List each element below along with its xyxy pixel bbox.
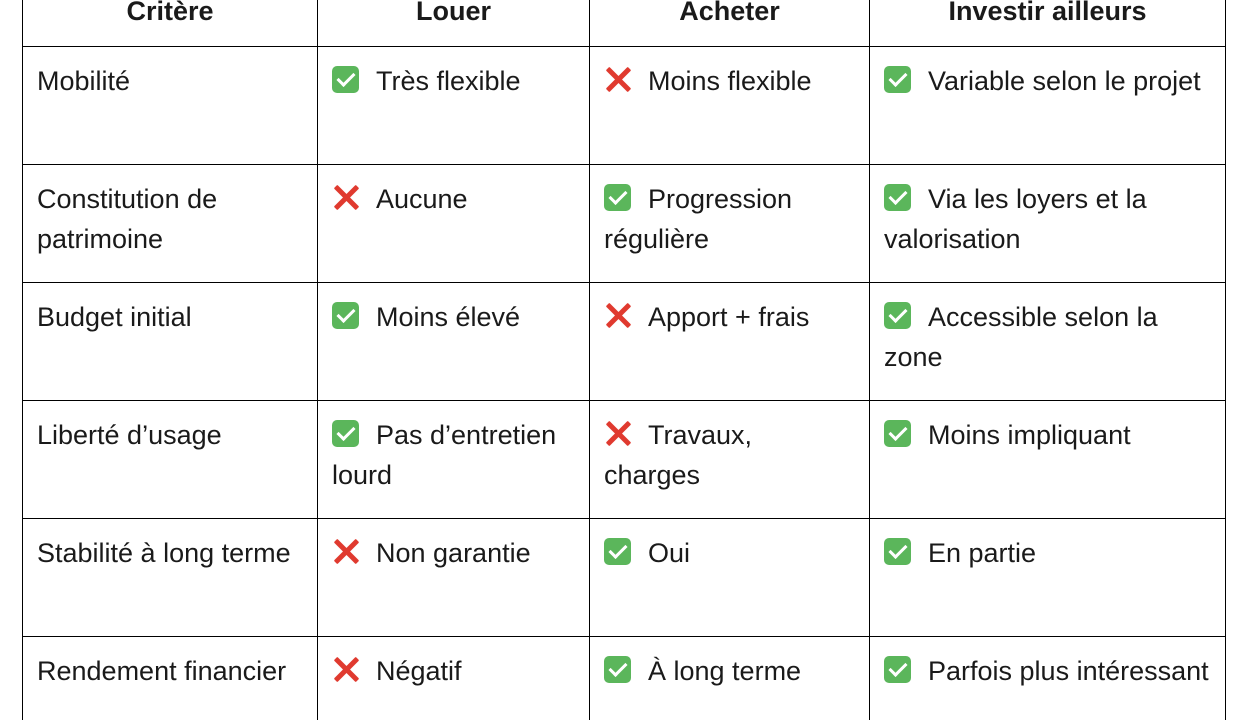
red-cross-icon <box>604 66 631 93</box>
green-check-icon <box>884 420 911 447</box>
comparison-table <box>22 0 1226 720</box>
green-check-icon <box>884 66 911 93</box>
red-cross-icon <box>604 420 631 447</box>
cell-louer <box>318 401 590 519</box>
criterion-cell: Rendement financier <box>23 637 318 720</box>
cell-text: Travaux, charges <box>604 420 753 490</box>
cell-investir-ailleurs <box>870 519 1226 637</box>
cell-text: Négatif <box>376 656 462 686</box>
green-check-icon <box>332 420 359 447</box>
criterion-cell: Budget initial <box>23 283 318 401</box>
header-louer: Louer <box>318 0 590 47</box>
cell-text: Oui <box>648 538 691 568</box>
cell-text: Très flexible <box>376 66 521 96</box>
cell-acheter <box>590 401 870 519</box>
green-check-icon <box>604 656 631 683</box>
cell-investir-ailleurs <box>870 165 1226 283</box>
red-cross-icon <box>604 302 631 329</box>
cell-text: Moins élevé <box>376 302 521 332</box>
green-check-icon <box>332 302 359 329</box>
red-cross-icon <box>332 656 359 683</box>
table-row <box>23 283 1226 401</box>
cell-text: Parfois plus intéressant <box>928 656 1209 686</box>
cell-acheter <box>590 47 870 165</box>
table-row <box>23 47 1226 165</box>
cell-text: En partie <box>928 538 1037 568</box>
green-check-icon <box>884 656 911 683</box>
cell-acheter <box>590 165 870 283</box>
cell-text: Pas d’entretien lourd <box>332 420 557 490</box>
header-acheter: Acheter <box>590 0 870 47</box>
red-cross-icon <box>332 538 359 565</box>
green-check-icon <box>884 184 911 211</box>
criterion-cell: Stabilité à long terme <box>23 519 318 637</box>
criterion-cell: Liberté d’usage <box>23 401 318 519</box>
cell-louer <box>318 637 590 720</box>
cell-louer <box>318 519 590 637</box>
cell-investir-ailleurs <box>870 401 1226 519</box>
cell-louer <box>318 47 590 165</box>
header-row <box>23 0 1226 47</box>
header-criterion: Critère <box>23 0 318 47</box>
cell-text: Accessible selon la zone <box>884 302 1158 372</box>
cell-text: Moins impliquant <box>928 420 1131 450</box>
cell-louer <box>318 165 590 283</box>
cell-investir-ailleurs <box>870 283 1226 401</box>
cell-text: Non garantie <box>376 538 531 568</box>
cell-text: Apport + frais <box>648 302 810 332</box>
green-check-icon <box>332 66 359 93</box>
table-row <box>23 401 1226 519</box>
cell-acheter <box>590 637 870 720</box>
green-check-icon <box>884 538 911 565</box>
cell-text: Variable selon le projet <box>928 66 1201 96</box>
cell-investir-ailleurs <box>870 47 1226 165</box>
cell-acheter <box>590 283 870 401</box>
cell-louer <box>318 283 590 401</box>
cell-text: Progression régulière <box>604 184 793 254</box>
cell-acheter <box>590 519 870 637</box>
cell-text: Moins flexible <box>648 66 812 96</box>
green-check-icon <box>604 184 631 211</box>
table-row <box>23 165 1226 283</box>
header-investir-ailleurs: Investir ailleurs <box>870 0 1226 47</box>
cell-text: Aucune <box>376 184 468 214</box>
cell-text: Via les loyers et la valorisation <box>884 184 1147 254</box>
red-cross-icon <box>332 184 359 211</box>
table-row <box>23 637 1226 720</box>
criterion-cell: Constitution de patrimoine <box>23 165 318 283</box>
green-check-icon <box>884 302 911 329</box>
cell-text: À long terme <box>648 656 802 686</box>
criterion-cell: Mobilité <box>23 47 318 165</box>
table-row <box>23 519 1226 637</box>
green-check-icon <box>604 538 631 565</box>
cell-investir-ailleurs <box>870 637 1226 720</box>
